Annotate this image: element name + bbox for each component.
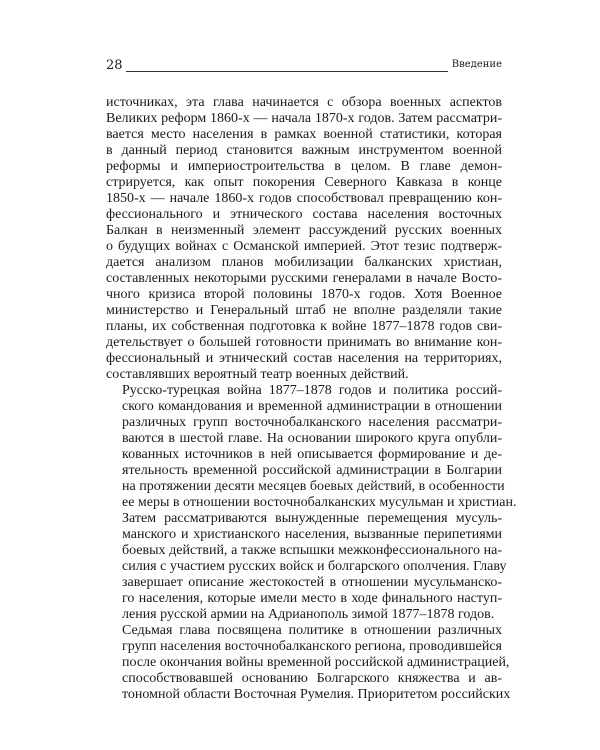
text-line: манского и христианского населения, вызванные перипетиями: [122, 527, 502, 542]
text-line: Великих реформ 1860-х — начала 1870-х годов. Затем рассматри-: [106, 111, 502, 126]
text-line: силия с участием русских войск и болгарского ополчения. Главу: [122, 559, 507, 574]
text-line: го населения, которые имели место в ходе финального наступ-: [122, 591, 502, 606]
text-line: составлявших вероятный театр военных действий.: [106, 367, 409, 382]
text-line: кованных источников в ней описывается формирование и де-: [122, 447, 502, 462]
header-rule: [126, 71, 448, 72]
running-header: [106, 58, 502, 76]
text-line: Затем рассматриваются вынужденные перемещения мусуль-: [122, 511, 502, 526]
body-text: [106, 95, 517, 703]
text-line: фессионального и этнического состава населения восточных: [106, 207, 502, 222]
text-line: министерство и Генеральный штаб не вполне разделяли такие: [106, 303, 502, 318]
text-line: групп населения восточнобалканского региона, проводившейся: [122, 639, 502, 654]
text-line: ского командования и временной администрации в отношении: [122, 399, 502, 414]
text-line: Русско-турецкая война 1877–1878 годов и политика россий-: [122, 383, 502, 398]
text-line: тономной области Восточная Румелия. Приоритетом российских: [122, 687, 511, 702]
page-number: 28: [106, 58, 123, 73]
text-line: после окончания войны временной российской администрацией,: [122, 655, 510, 670]
text-line: способствовавшей основанию Болгарского княжества и ав-: [122, 671, 502, 686]
text-line: ления русской армии на Адрианополь зимой 1877–1878 годов.: [122, 607, 495, 622]
text-line: боевых действий, а также вспышки межконфессионального на-: [122, 543, 502, 558]
paragraph: [106, 623, 511, 703]
text-line: чного кризиса второй половины 1870-х годов. Хотя Военное: [106, 287, 502, 302]
text-line: реформы и империостроительства в целом. В главе демон-: [106, 159, 502, 174]
section-title: Введение: [451, 59, 502, 70]
text-line: Балкан в неизменный элемент рассуждений русских военных: [106, 223, 502, 238]
text-line: составленных некоторыми русскими генералами в начале Восто-: [106, 271, 502, 286]
text-line: стрируется, как опыт покорения Северного Кавказа в конце: [106, 175, 502, 190]
text-line: о будущих войнах с Османской империей. Этот тезис подтверж-: [106, 239, 502, 254]
text-line: источниках, эта глава начинается с обзора военных аспектов: [106, 95, 502, 110]
paragraph: [106, 95, 502, 383]
text-line: ятельность временной российской администрации в Болгарии: [122, 463, 502, 478]
text-line: ее меры в отношении восточнобалканских мусульман и христиан.: [122, 495, 517, 510]
text-line: в данный период становится важным инструментом военной: [106, 143, 502, 158]
text-line: завершает описание жестокостей в отношении мусульманско-: [122, 575, 502, 590]
text-line: на протяжении десяти месяцев боевых действий, в особенности: [122, 479, 505, 494]
text-line: фессиональный и этнический состав населения на территориях,: [106, 351, 502, 366]
text-line: дается анализом планов мобилизации балканских христиан,: [106, 255, 502, 270]
text-line: ваются в шестой главе. На основании широкого круга опубли-: [122, 431, 502, 446]
text-line: планы, их собственная подготовка к войне 1877–1878 годов сви-: [106, 319, 502, 334]
text-line: 1850-х — начале 1860-х годов способствовал превращению кон-: [106, 191, 502, 206]
text-line: детельствует о большей готовности принимать во внимание кон-: [106, 335, 502, 350]
paragraph: [106, 383, 517, 623]
text-line: различных групп восточнобалканского населения рассматри-: [122, 415, 502, 430]
text-line: Седьмая глава посвящена политике в отношении различных: [122, 623, 502, 638]
text-line: вается место населения в рамках военной статистики, которая: [106, 127, 502, 142]
